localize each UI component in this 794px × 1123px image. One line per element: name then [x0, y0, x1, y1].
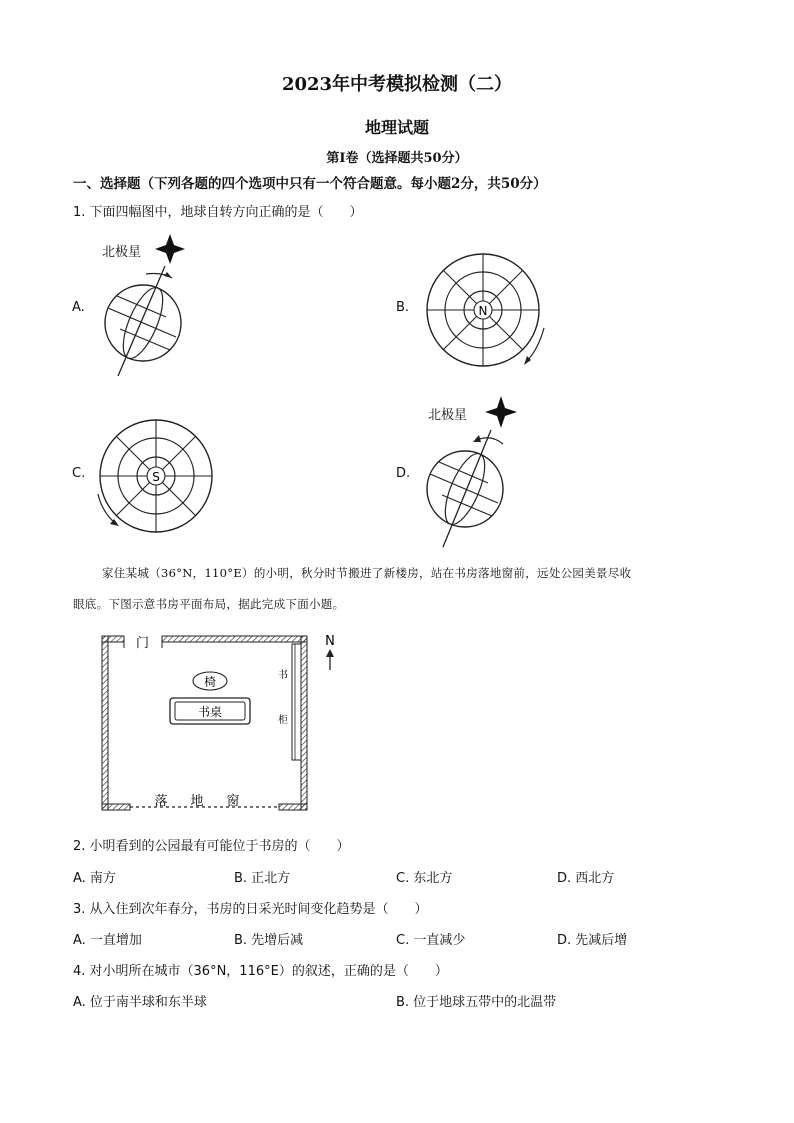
globe-diagram-d: [415, 392, 525, 552]
bookcase: [292, 644, 301, 760]
window-char-2: 地: [190, 794, 204, 809]
q3-option-b: B. 先增后减: [234, 933, 304, 948]
north-star-icon: [155, 234, 185, 264]
rotation-arrow-icon: [526, 328, 544, 362]
q2-option-b: B. 正北方: [234, 871, 291, 886]
q1-stem: 1. 下面四幅图中，地球自转方向正确的是（ ）: [73, 205, 363, 220]
q2-option-d: D. 西北方: [557, 871, 615, 886]
q3-option-a: A. 一直增加: [73, 933, 142, 948]
north-label: N: [325, 634, 335, 649]
chair-label: 椅: [203, 675, 217, 689]
q1-option-c-label: C.: [72, 466, 86, 481]
q1-option-d-label: D.: [396, 466, 411, 481]
q3-option-c: C. 一直减少: [396, 933, 466, 948]
volume-title: 第Ⅰ卷（选择题共50分）: [326, 151, 468, 166]
q4-option-b: B. 位于地球五带中的北温带: [396, 995, 557, 1010]
bookcase-char-2: 柜: [278, 715, 288, 726]
bookcase-char-1: 书: [278, 670, 288, 681]
q3-option-d: D. 先减后增: [557, 933, 628, 948]
passage-line-2: 眼底。下图示意书房平面布局，据此完成下面小题。: [73, 597, 345, 611]
window-char-3: 窗: [226, 794, 240, 809]
q2-stem: 2. 小明看到的公园最有可能位于书房的（ ）: [73, 839, 350, 854]
rotation-arrow-icon: [477, 438, 503, 444]
desk-label: 书桌: [197, 705, 223, 719]
door-label: 门: [136, 636, 150, 651]
polar-diagram-c: [90, 414, 220, 544]
subject-title: 地理试题: [364, 118, 429, 137]
section-heading: 一、选择题（下列各题的四个选项中只有一个符合题意。每小题2分，共50分）: [73, 176, 547, 192]
pole-label-c: S: [152, 470, 160, 484]
globe-diagram-a: [90, 228, 200, 378]
polar-diagram-b: [420, 248, 550, 378]
exam-title: 2023年中考模拟检测（二）: [281, 74, 513, 95]
q1-d-star-label: 北极星: [428, 408, 468, 423]
q1-option-b-label: B.: [396, 300, 410, 315]
rotation-arrow-icon: [98, 494, 116, 524]
q1-option-a-label: A.: [72, 300, 85, 315]
q3-stem: 3. 从入住到次年春分，书房的日采光时间变化趋势是（ ）: [73, 902, 428, 917]
q2-option-c: C. 东北方: [396, 871, 453, 886]
pole-label-b: N: [478, 304, 488, 318]
q4-option-a: A. 位于南半球和东半球: [73, 995, 207, 1010]
passage-line-1: 家住某城（36°N，110°E）的小明，秋分时节搬进了新楼房，站在书房落地窗前，远处公园美景尽收: [102, 566, 632, 580]
q4-stem: 4. 对小明所在城市（36°N，116°E）的叙述，正确的是（ ）: [73, 964, 448, 979]
q2-option-a: A. 南方: [73, 871, 116, 886]
window-char-1: 落: [154, 794, 168, 809]
north-star-icon: [485, 396, 517, 428]
study-floorplan: [96, 628, 346, 818]
q1-a-star-label: 北极星: [102, 245, 142, 260]
